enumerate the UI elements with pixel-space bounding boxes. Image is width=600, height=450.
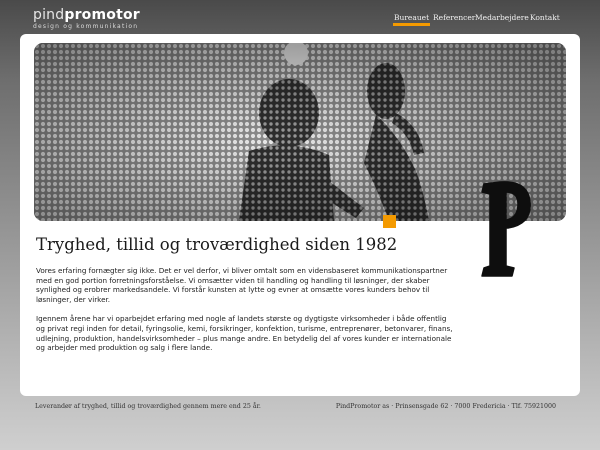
content-card <box>20 34 580 396</box>
intro-paragraph-1: Vores erfaring fornægter sig ikke. Det er vel derfor, vi bliver omtalt som en vidensbaseret kommunikationspartner med en god portion forretningsforståelse. Vi omsætter viden til handling og handling til løsninger, der skaber synlighed og erobrer markedsandele. Vi forstår kunsten at lytte og evner at omsætte vores kunders behov til løsninger, der virker. <box>36 266 448 305</box>
nav-item-referencer[interactable]: Referencer <box>433 13 476 22</box>
site-logo[interactable] <box>33 8 140 30</box>
logo-wordmark <box>33 8 140 22</box>
brand-p-icon <box>476 180 536 280</box>
intro-paragraph-2: Igennem årene har vi oparbejdet erfaring med nogle af landets største og dygtigste virksomheder i både offentlig og privat regi inden for detail, fyringsolie, kemi, forsikringer, konfektion, turisme, entreprenører, betonvarer, finans, udlejning, produktion, handelsvirksomheder – plus mange andre. En betydelig del af vores kunder er internationale og arbejder med produktion og salg i flere lande. <box>36 314 453 353</box>
accent-square <box>383 215 396 228</box>
nav-item-medarbejdere[interactable]: Medarbejdere <box>475 13 529 22</box>
footer-tagline: Leverandør af tryghed, tillid og troværdighed gennem mere end 25 år. <box>35 403 261 410</box>
intro-text <box>36 266 456 363</box>
nav-item-bureauet[interactable]: Bureauet <box>394 13 430 22</box>
logo-word-bold: promotor <box>64 7 140 23</box>
page-headline: Tryghed, tillid og troværdighed siden 1982 <box>36 235 398 254</box>
nav-item-kontakt[interactable]: Kontakt <box>530 13 560 22</box>
site-header <box>0 0 600 34</box>
footer-contact: PindPromotor as · Prinsensgade 62 · 7000 Fredericia · Tlf. 75921000 <box>335 403 556 410</box>
logo-tagline: design og kommunikation <box>33 23 139 30</box>
site-footer <box>0 401 600 415</box>
logo-word-light: pind <box>33 7 65 23</box>
